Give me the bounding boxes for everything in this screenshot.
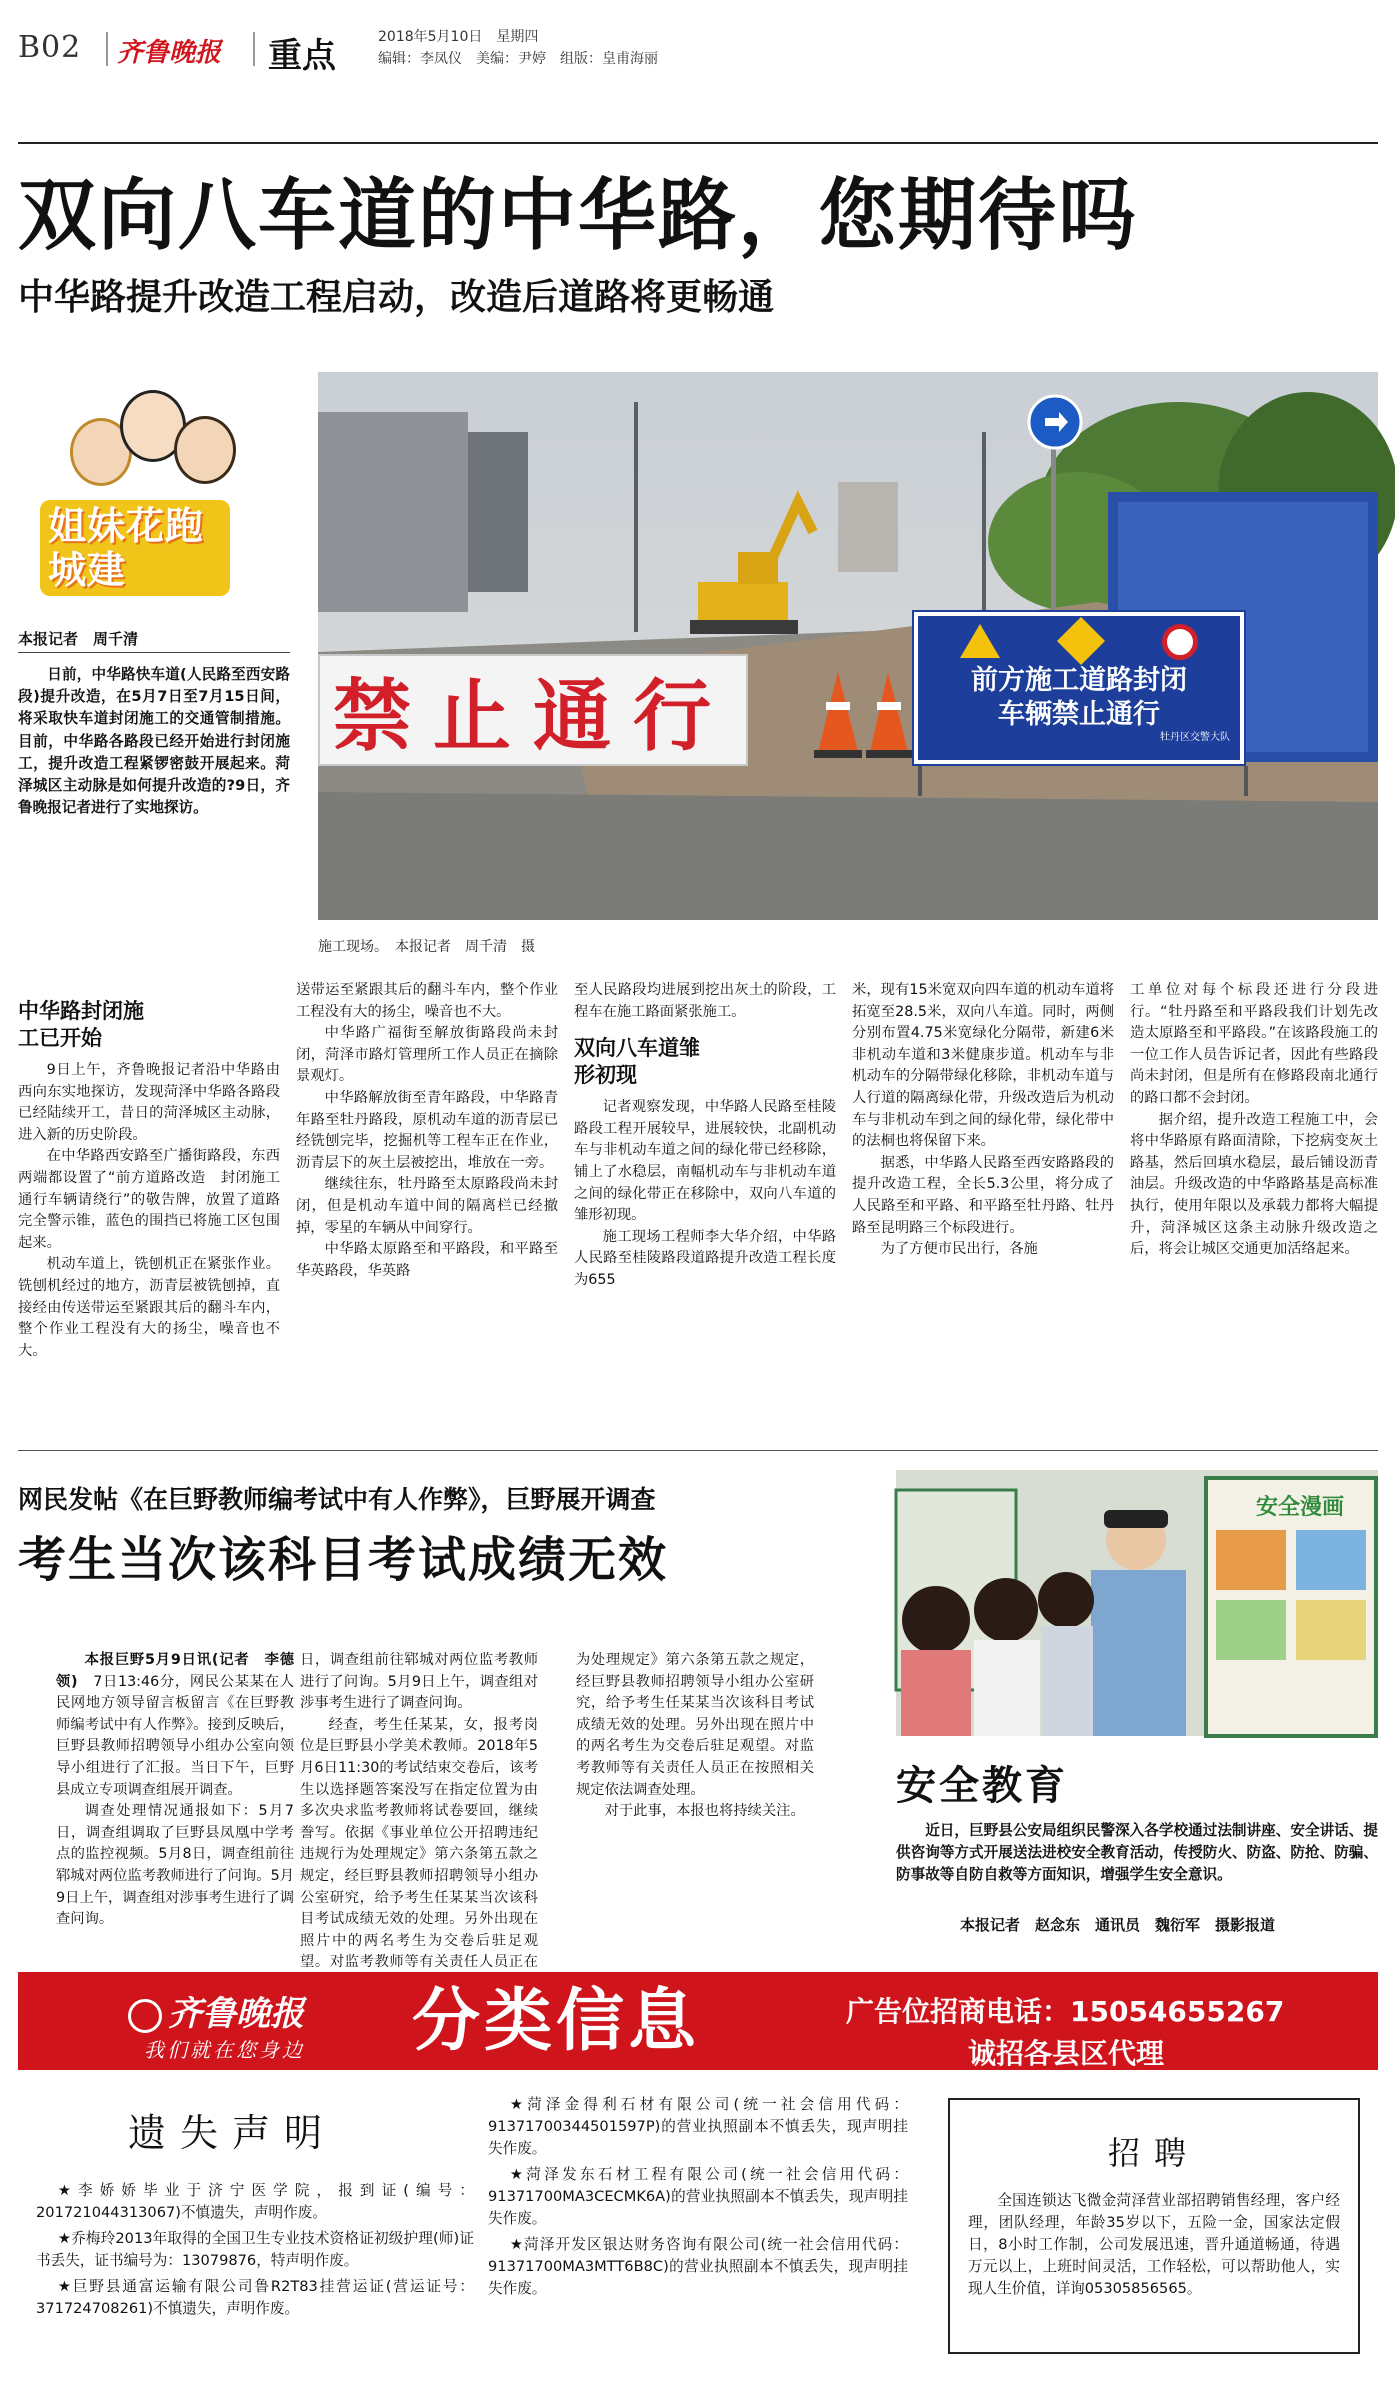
road-closed-sign (914, 612, 1244, 764)
body-paragraph: 经查，考生任某某，女，报考岗位是巨野县小学美术教师。2018年5月6日11:30的考试结束交卷后，该考生以选择题答案没写在指定位置为由多次央求监考教师将试卷要回，继续誊写。依据《事业单位公开招聘违纪违规行为处理规定》第六条第五款之规定，经巨野县教师招聘领导小组办公室研究，给予考生任某某当次该科目考试成绩无效的处理。另外出现在照片中的两名考生为交卷后驻足观望。对监考教师等有关责任人员正在 (300, 1716, 538, 1971)
body-paragraph: 中华路解放街至青年路段，中华路青年路至牡丹路段，原机动车道的沥青层已经铣刨完毕，挖掘机等工程车正在作业，沥青层下的灰土层被挖出，堆放在一旁。 (296, 1089, 558, 1171)
job-ad-text: 全国连锁达飞微金菏泽营业部招聘销售经理，客户经理，团队经理，年龄35岁以下，五险一金，国家法定假日，8小时工作制，公司发展迅速，晋升通道畅通，待遇万元以上，上班时间灵活，工作轻松，可以帮助他人，实现人生价值，详询05305856565。 (968, 2192, 1340, 2297)
body-paragraph: 为处理规定》第六条第五款之规定，经巨野县教师招聘领导小组办公室研究，给予考生任某某当次该科目考试成绩无效的处理。另外出现在照片中的两名考生为交卷后驻足观望。对监考教师等有关责任人员正在按照相关规定依法调查处理。 (576, 1652, 814, 1798)
banner-agent: 诚招各县区代理 (968, 2037, 1165, 2070)
banner-phone: 广告位招商电话：15054655267 (846, 1995, 1285, 2028)
lead-body-col1 (18, 992, 295, 1359)
photo-caption: 施工现场。 本报记者 周千清 摄 (318, 939, 535, 955)
body-paragraph: 送带运至紧跟其后的翻斗车内，整个作业工程没有大的扬尘，噪音也不大。 (296, 982, 558, 1020)
column-logo (30, 372, 270, 602)
road-closed-line2: 车辆禁止通行 (998, 699, 1160, 730)
page-number: B02 (18, 30, 82, 65)
reporter-rule (18, 652, 290, 653)
lost-item: ★菏泽发东石材工程有限公司(统一社会信用代码：91371700MA3CECMK6A)的营业执照副本不慎丢失，现声明挂失作废。 (488, 2166, 908, 2227)
lead-body-col4 (852, 980, 1114, 1261)
lost-col1 (36, 2180, 474, 2320)
body-paragraph: 施工现场工程师李大华介绍，中华路人民路至桂陵路段道路提升改造工程长度为655 (574, 1228, 836, 1288)
second-headline: 考生当次该科目考试成绩无效 (18, 1532, 669, 1588)
body-paragraph: 调查处理情况通报如下：5月7日，调查组调取了巨野县凤凰中学考点的监控视频。5月8日，调查组前往郓城对两位监考教师进行了问询。5月9日上午，调查组对涉事考生进行了调查问询。 (56, 1803, 294, 1928)
lost-item: ★李娇娇毕业于济宁医学院，报到证(编号：201721044313067)不慎遗失，声明作废。 (36, 2182, 474, 2221)
body-paragraph: 中华路广福街至解放街路段尚未封闭，菏泽市路灯管理所工作人员正在摘除景观灯。 (296, 1025, 558, 1085)
safety-text: 近日，巨野县公安局组织民警深入各学校通过法制讲座、安全讲话、提供咨询等方式开展送法进校安全教育活动，传授防火、防盗、防抢、防骗、防事故等自防自救等方面知识，增强学生安全意识。 (896, 1822, 1378, 1883)
no-entry-icon (1162, 624, 1198, 660)
body-paragraph: 9日上午，齐鲁晚报记者沿中华路由西向东实地探访，发现菏泽中华路各路段已经陆续开工，昔日的菏泽城区主动脉，进入新的历史阶段。 (18, 1062, 280, 1143)
subhead-closed: 中华路封闭施工已开始 (18, 999, 144, 1050)
lead-body-col5 (1130, 980, 1378, 1261)
lead-reporter: 本报记者 周千清 (18, 630, 139, 648)
header-divider (106, 32, 108, 66)
safety-photo (896, 1470, 1378, 1736)
body-paragraph: 据介绍，提升改造工程施工中，会将中华路原有路面清除，下挖病变灰土路基，然后回填水稳层，最后铺设沥青油层。升级改造的中华路路基是高标准执行，使用年限以及承载力都将大幅提升，菏泽城区这条主动脉升级改造之后，将会让城区交通更加活络起来。 (1130, 1111, 1378, 1258)
body-paragraph: 机动车道上，铣刨机正在紧张作业。铣刨机经过的地方，沥青层被铣刨掉，直接经由传送带运至紧跟其后的翻斗车内，整个作业工程没有大的扬尘，噪音也不大。 (18, 1256, 280, 1359)
safety-board-title: 安全漫画 (1256, 1495, 1345, 1520)
banner-title: 分类信息 (412, 1982, 701, 2061)
construction-photo (318, 372, 1378, 920)
lost-item: ★乔梅玲2013年取得的全国卫生专业技术资格证初级护理(师)证书丢失，证书编号为：13079876，特声明作废。 (36, 2230, 474, 2269)
body-paragraph (56, 1650, 294, 1801)
body-paragraph: 中华路太原路至和平路段，和平路至华英路段，华英路 (296, 1241, 558, 1279)
lead-body-col3 (574, 980, 836, 1293)
lost-item: ★菏泽开发区银达财务咨询有限公司(统一社会信用代码：91371700MA3MTT6B8C)的营业执照副本不慎丢失，现声明挂失作废。 (488, 2236, 908, 2297)
lead-body-col2 (296, 980, 558, 1283)
header-rule (18, 142, 1378, 144)
body-paragraph: 为了方便市民出行，各施 (880, 1241, 1038, 1258)
lead-subheadline: 中华路提升改造工程启动，改造后道路将更畅通 (18, 277, 775, 318)
lead-headline: 双向八车道的中华路，您期待吗 (18, 171, 1139, 261)
body-paragraph: 记者观察发现，中华路人民路至桂陵路段工程开展较早，进展较快，北副机动车与非机动车道之间的绿化带已经移除，铺上了水稳层，南幅机动车与非机动车道之间的绿化带正在移除中，双向八车道的雏形初现。 (574, 1099, 836, 1224)
safety-title: 安全教育 (896, 1763, 1068, 1809)
body-paragraph: 米，现有15米宽双向四车道的机动车道将拓宽至28.5米，双向八车道。同时，两侧分别布置4.75米宽绿化分隔带，新建6米非机动车道和3米健康步道。机动车与非机动车的分隔带绿化移除，非机动车道与人行道的隔离绿化带，升级改造后为机动车与非机动车到之间的绿化带，绿化带中的法桐也将保留下来。 (852, 982, 1114, 1150)
banner-logo-icon (128, 1999, 162, 2033)
second-p1: 7日13:46分，网民公某某在人民网地方领导留言板留言《在巨野教师编考试中有人作弊》。接到反映后，巨野县教师招聘领导小组办公室向领导小组进行了汇报。当日下午，巨野县成立专项调查组展开调查。 (56, 1673, 295, 1798)
paper-logo: 齐鲁晚报 (117, 38, 222, 68)
second-col1 (56, 1650, 295, 1928)
banner-slogan: 我们就在您身边 (144, 2038, 305, 2062)
section-name: 重点 (268, 36, 336, 76)
body-paragraph: 在中华路西安路至广播街路段，东西两端都设置了“前方道路改造 封闭施工 通行车辆请绕行”的敬告牌，放置了道路完全警示锥，蓝色的围挡已将施工区包围起来。 (18, 1148, 295, 1251)
lost-item: ★菏泽金得利石材有限公司(统一社会信用代码：91371700344501597P)的营业执照副本不慎丢失，现声明挂失作废。 (488, 2096, 908, 2157)
body-paragraph: 至人民路段均进展到挖出灰土的阶段，工程车在施工路面紧张施工。 (574, 982, 836, 1020)
header-divider-2 (253, 32, 255, 66)
warning-icon (960, 624, 1000, 658)
second-col3 (576, 1650, 814, 1823)
road-closed-unit: 牡丹区交警大队 (1160, 732, 1230, 743)
banner-logo (128, 1986, 304, 2035)
job-ad-title: 招聘 (1107, 2134, 1200, 2172)
avatar-group (70, 390, 240, 500)
lost-col2 (488, 2094, 908, 2300)
column-logo-text: 姐妹花跑城建 (40, 500, 230, 596)
avatar (174, 416, 236, 484)
body-paragraph: 日，调查组前往郓城对两位监考教师进行了问询。5月9日上午，调查组对涉事考生进行了调查问询。 (300, 1652, 538, 1712)
lost-item: ★巨野县通富运输有限公司鲁R2T83挂营运证(营运证号：371724708261)不慎遗失，声明作废。 (36, 2278, 474, 2317)
lead-intro: 日前，中华路快车道(人民路至西安路段)提升改造，在5月7日至7月15日间，将采取快车道封闭施工的交通管制措施。目前，中华路各路段已经开始进行封闭施工，提升改造工程紧锣密鼓开展起来。菏泽城区主动脉是如何提升改造的?9日，齐鲁晚报记者进行了实地探访。 (18, 666, 290, 817)
body-paragraph: 继续往东，牡丹路至太原路段尚未封闭，但是机动车道中间的隔离栏已经撤掉，零星的车辆从中间穿行。 (296, 1176, 558, 1236)
banner-logo-text: 齐鲁晚报 (168, 1994, 304, 2034)
body-paragraph: 工单位对每个标段还进行分段进行。“牡丹路至和平路段我们计划先改造太原路至和平路段。”在该路段施工的一位工作人员告诉记者，因此有些路段尚未封闭，但是所有在修路段南北通行的路口都不会封闭。 (1130, 982, 1378, 1106)
dateline: 本报巨野5月9日讯(记者 李德领) (56, 1652, 294, 1690)
work-icon (1057, 617, 1105, 665)
no-entry-text: 禁止通行 (332, 671, 733, 762)
second-kicker: 网民发帖《在巨野教师编考试中有人作弊》，巨野展开调查 (18, 1485, 656, 1514)
header-date: 2018年5月10日 星期四 (378, 29, 539, 45)
section-rule (18, 1450, 1378, 1451)
no-entry-banner (318, 654, 748, 766)
road-closed-line1: 前方施工道路封闭 (971, 665, 1187, 696)
body-paragraph: 据悉，中华路人民路至西安路路段的提升改造工程，全长5.3公里，将分成了人民路至和平路、和平路至牡丹路、牡丹路至昆明路三个标段进行。 (852, 1154, 1114, 1236)
safety-credit: 本报记者 赵念东 通讯员 魏衍军 摄影报道 (960, 1916, 1276, 1934)
barricade (918, 766, 1248, 796)
second-col2 (300, 1650, 538, 1971)
subhead-eight-lanes: 双向八车道雏形初现 (574, 1036, 700, 1088)
body-paragraph: 对于此事，本报也将持续关注。 (604, 1803, 805, 1820)
header-credits: 编辑：李凤仪 美编：尹婷 组版：皇甫海丽 (378, 51, 658, 67)
lost-notice-title: 遗失声明 (128, 2111, 337, 2155)
